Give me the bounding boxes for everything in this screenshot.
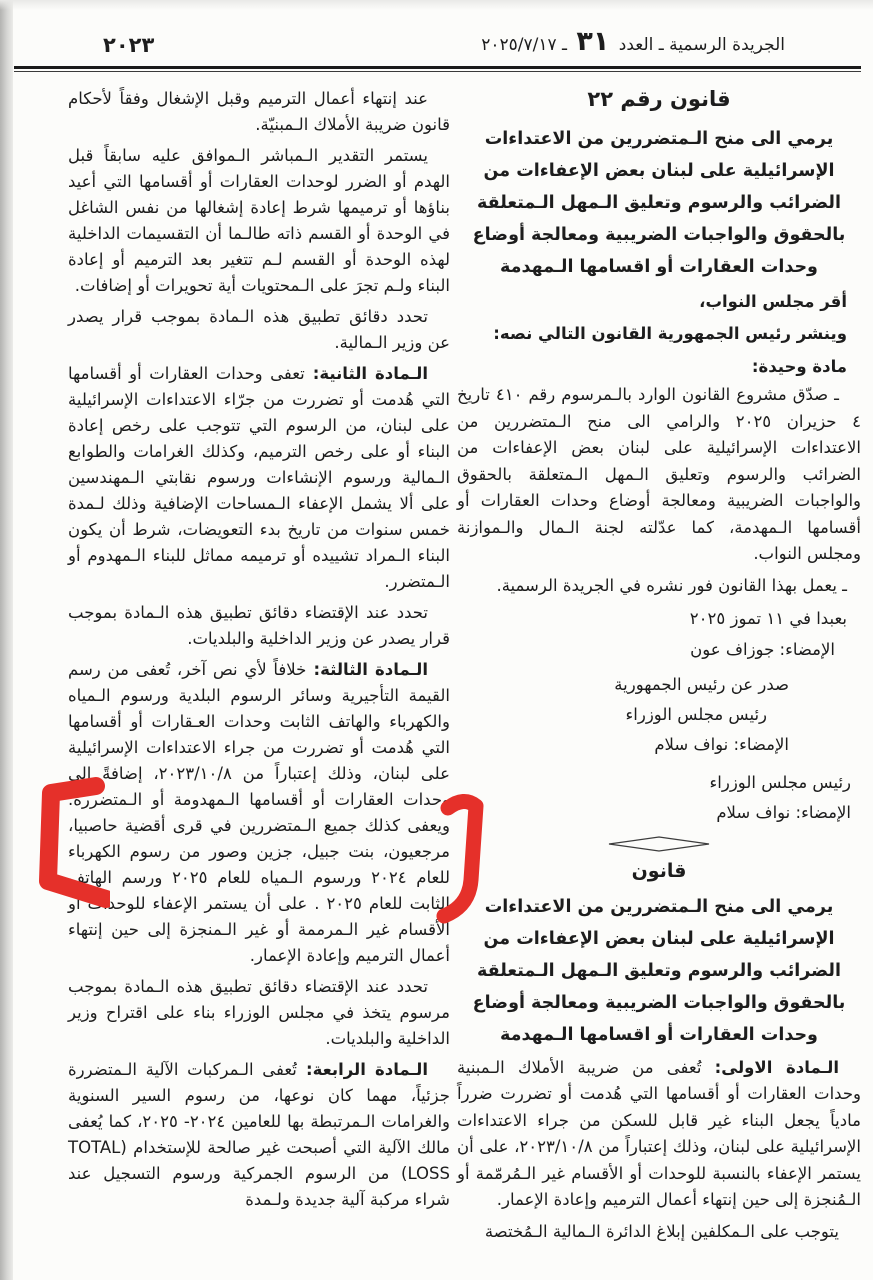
pm-signature-line-2: الإمضاء: نواف سلام [716,803,851,822]
law2-article1-text: تُعفى من ضريبة الأملاك الـمبنية وحدات العقارات أو أقسامها التي هُدمت أو تضررت ضرراً مادياً يجعل البناء غير قابل للسكن من جراء الاعتداءات الإسرائيلية على لبنان، وذلك إعتباراً من ٢٠٢٣/١٠/٨، على أن يستمر الإعفاء بالنسبة للوحدات أو الأقسام غير الـمُرمّمة أو الـمُنجزة إلى حين إنتهاء أعمال الترميم وإعادة الإعمار. [457,1057,862,1209]
pm-signature-line: الإمضاء: نواف سلام [654,735,789,754]
law1-preamble [457,123,861,283]
law1-approved-line: أقر مجلس النواب، [699,291,847,311]
paragraph: تحدد عند الإقتضاء دقائق تطبيق هذه الـمادة بموجب مرسوم يتخذ في مجلس الوزراء بناء على اقتراح وزير الداخلية والبلديات. [68,977,450,1048]
preamble-line: وحدات العقارات أو اقسامها الـمهدمة [500,1024,818,1045]
issued-by-line: صدر عن رئيس الجمهورية [614,675,789,694]
paragraph: تحدد عند الإقتضاء دقائق تطبيق هذه الـمادة بموجب قرار يصدر عن وزير الداخلية والبلديات. [68,603,450,648]
issue-date: ٢٠٢٥/٧/١٧ [481,35,557,55]
law1-issued-at-line: بعبدا في ١١ تموز ٢٠٢٥ [689,609,847,628]
law1-publish-line: وينشر رئيس الجمهورية القانون التالي نصه: [493,324,847,343]
law2-article1-lead: الـمادة الاولى: [714,1057,840,1077]
paragraph: تحدد دقائق تطبيق هذه الـمادة بموجب قرار يصدر عن وزير الـمالية. [68,307,450,352]
page-number: ٢٠٢٣ [103,33,155,57]
preamble-line: بالحقوق والواجبات الضريبية ومعالجة أوضاع [472,992,846,1013]
law2-preamble [457,891,861,1051]
preamble-line: الإسرائيلية على لبنان بعض الإعفاءات من [483,928,835,949]
law2-continuation-line: يتوجب على الـمكلفين إبلاغ الدائرة الـمالية الـمُختصة [484,1221,839,1241]
preamble-line: الضرائب والرسوم وتعليق الـمهل الـمتعلقة [476,960,841,981]
paragraph: يستمر التقدير الـمباشر الـموافق عليه سابقاً قبل الهدم أو الضرر لوحدات العقارات أو أقسامها التي أعيد بناؤها أو ترميمها شرط إعادة إشغالها من نفس الشاغل في الوحدة أو القسم ذاته طالـما أن التقسيمات الداخلية لهذه الوحدة أو القسم لـم تتغير بعد الترميم أو إعادة البناء ولـم تجرَ على الـمحتويات أية تحويرات أو إضافات. [68,146,450,295]
paragraph: الـمادة الثالثة: خلافاً لأي نص آخر، تُعفى من رسم القيمة التأجيرية وسائر الرسوم البلدية ورسوم الـمياه والكهرباء والهاتف الثابت وحدات العـقارات أو أقسامها التي هُدمت أو تضررت من جراء الاعتداءات الإسرائيلية على لبنان، وذلك إعتباراً من ٢٠٢٣/١٠/٨، إضافةً إلى وحدات العقارات أو أقسامها الـمهدومة أو الـمتضررة. ويعفى كذلك جميع الـمتضررين في قرى أقضية حاصبيا، مرجعيون، بنت جبيل، جزين وصور من رسوم الكهرباء للعام ٢٠٢٤ ورسوم الـمياه للعام ٢٠٢٥ ورسم الهاتف الثابت للعام ٢٠٢٥ . على أن يستمر الإعفاء للوحدات أو الأقسام غير الـمرممة أو غير الـمنجزة إلى حين إنتهاء أعمال الترميم وإعادة الإعمار. [68,660,450,965]
law1-article-text: ـ صدّق مشروع القانون الوارد بالـمرسوم رقم ٤١٠ تاريخ ٤ حزيران ٢٠٢٥ والرامي الى منح الـمتضررين من الاعتداءات الإسرائيلية على لبنان بعض الإعفاءات من الضرائب والرسوم وتعليق الـمهل الـمتعلقة بالحقوق والواجبات الضريبية ومعالجة أوضاع وحدات العقارات أو أقسامها الـمهدمة، كما عدّلته لجنة الـمال والـموازنة ومجلس النواب. [457,385,861,563]
law1-single-article-label: مادة وحيدة: [751,356,847,376]
right-column [457,86,861,1250]
scan-edge-shadow-top [0,0,873,10]
page-header [18,26,855,57]
paragraph: عند إنتهاء أعمال الترميم وقبل الإشغال وفقاً لأحكام قانون ضريبة الأملاك الـمبنيّة. [68,89,450,134]
left-column [68,86,450,1218]
header-separator: ـ [562,35,567,55]
journal-title: الجريدة الرسمية ـ العدد [618,35,785,55]
preamble-line: الإسرائيلية على لبنان بعض الإعفاءات من [483,160,835,181]
pm-issuance-block [457,768,861,828]
preamble-line: يرمي الى منح الـمتضررين من الاعتداءات [484,128,834,149]
preamble-line: يرمي الى منح الـمتضررين من الاعتداءات [484,896,834,917]
pm-title-line: رئيس مجلس الوزراء [625,705,767,724]
law2-title: قانون [631,860,687,882]
diamond-divider-icon [457,836,861,852]
issue-number: ٣١ [576,26,610,57]
preamble-line: بالحقوق والواجبات الضريبية ومعالجة أوضاع [472,224,846,245]
paragraph: الـمادة الثانية: تعفى وحدات العقارات أو أقسامها التي هُدمت أو تضررت من جرّاء الاعتداءات الإسرائيلية على لبنان، من الرسوم التي تتوجب على رخص إعادة البناء أو على رخص الترميم، وكذلك الغرامات والطوابع الـمالية ورسوم الإنشاءات ورسوم نقابتي الـمهندسين على ألا يشمل الإعفاء الـمساحات الإضافية وذلك لـمدة خمس سنوات من تاريخ بدء التعويضات، شرط أن يكون البناء الـمراد تشييده أو ترميمه مماثل للبناء الـمهدوم أو الـمتضرر. [68,364,450,591]
law2-article1 [457,1055,861,1214]
law1-effective-line: ـ يعمل بهذا القانون فور نشره في الجريدة الرسمية. [496,575,847,595]
president-issuance-block [457,670,861,760]
scan-edge-shadow [0,0,13,1280]
journal-title-line [481,26,785,57]
law1-title: قانون رقم ٢٢ [587,87,731,111]
pm-title-line-2: رئيس مجلس الوزراء [709,773,851,792]
preamble-line: الضرائب والرسوم وتعليق الـمهل الـمتعلقة [476,192,841,213]
header-rule [14,66,861,72]
president-signature-line: الإمضاء: جوزاف عون [690,640,835,659]
paragraph: الـمادة الرابعة: تُعفى الـمركبات الآلية الـمتضررة جزئياً، مهما كان نوعها، من رسوم السير السنوية والغرامات الـمرتبطة بها للعامين ٢٠٢٤- ٢٠٢٥، كما يُعفى مالك الآلية التي أصبحت غير صالحة للإستخدام (TOTAL LOSS) من الرسوم الجمركية ورسوم التسجيل عند شراء مركبة آلية جديدة ولـمدة [68,1060,451,1209]
preamble-line: وحدات العقارات أو اقسامها الـمهدمة [500,256,818,277]
